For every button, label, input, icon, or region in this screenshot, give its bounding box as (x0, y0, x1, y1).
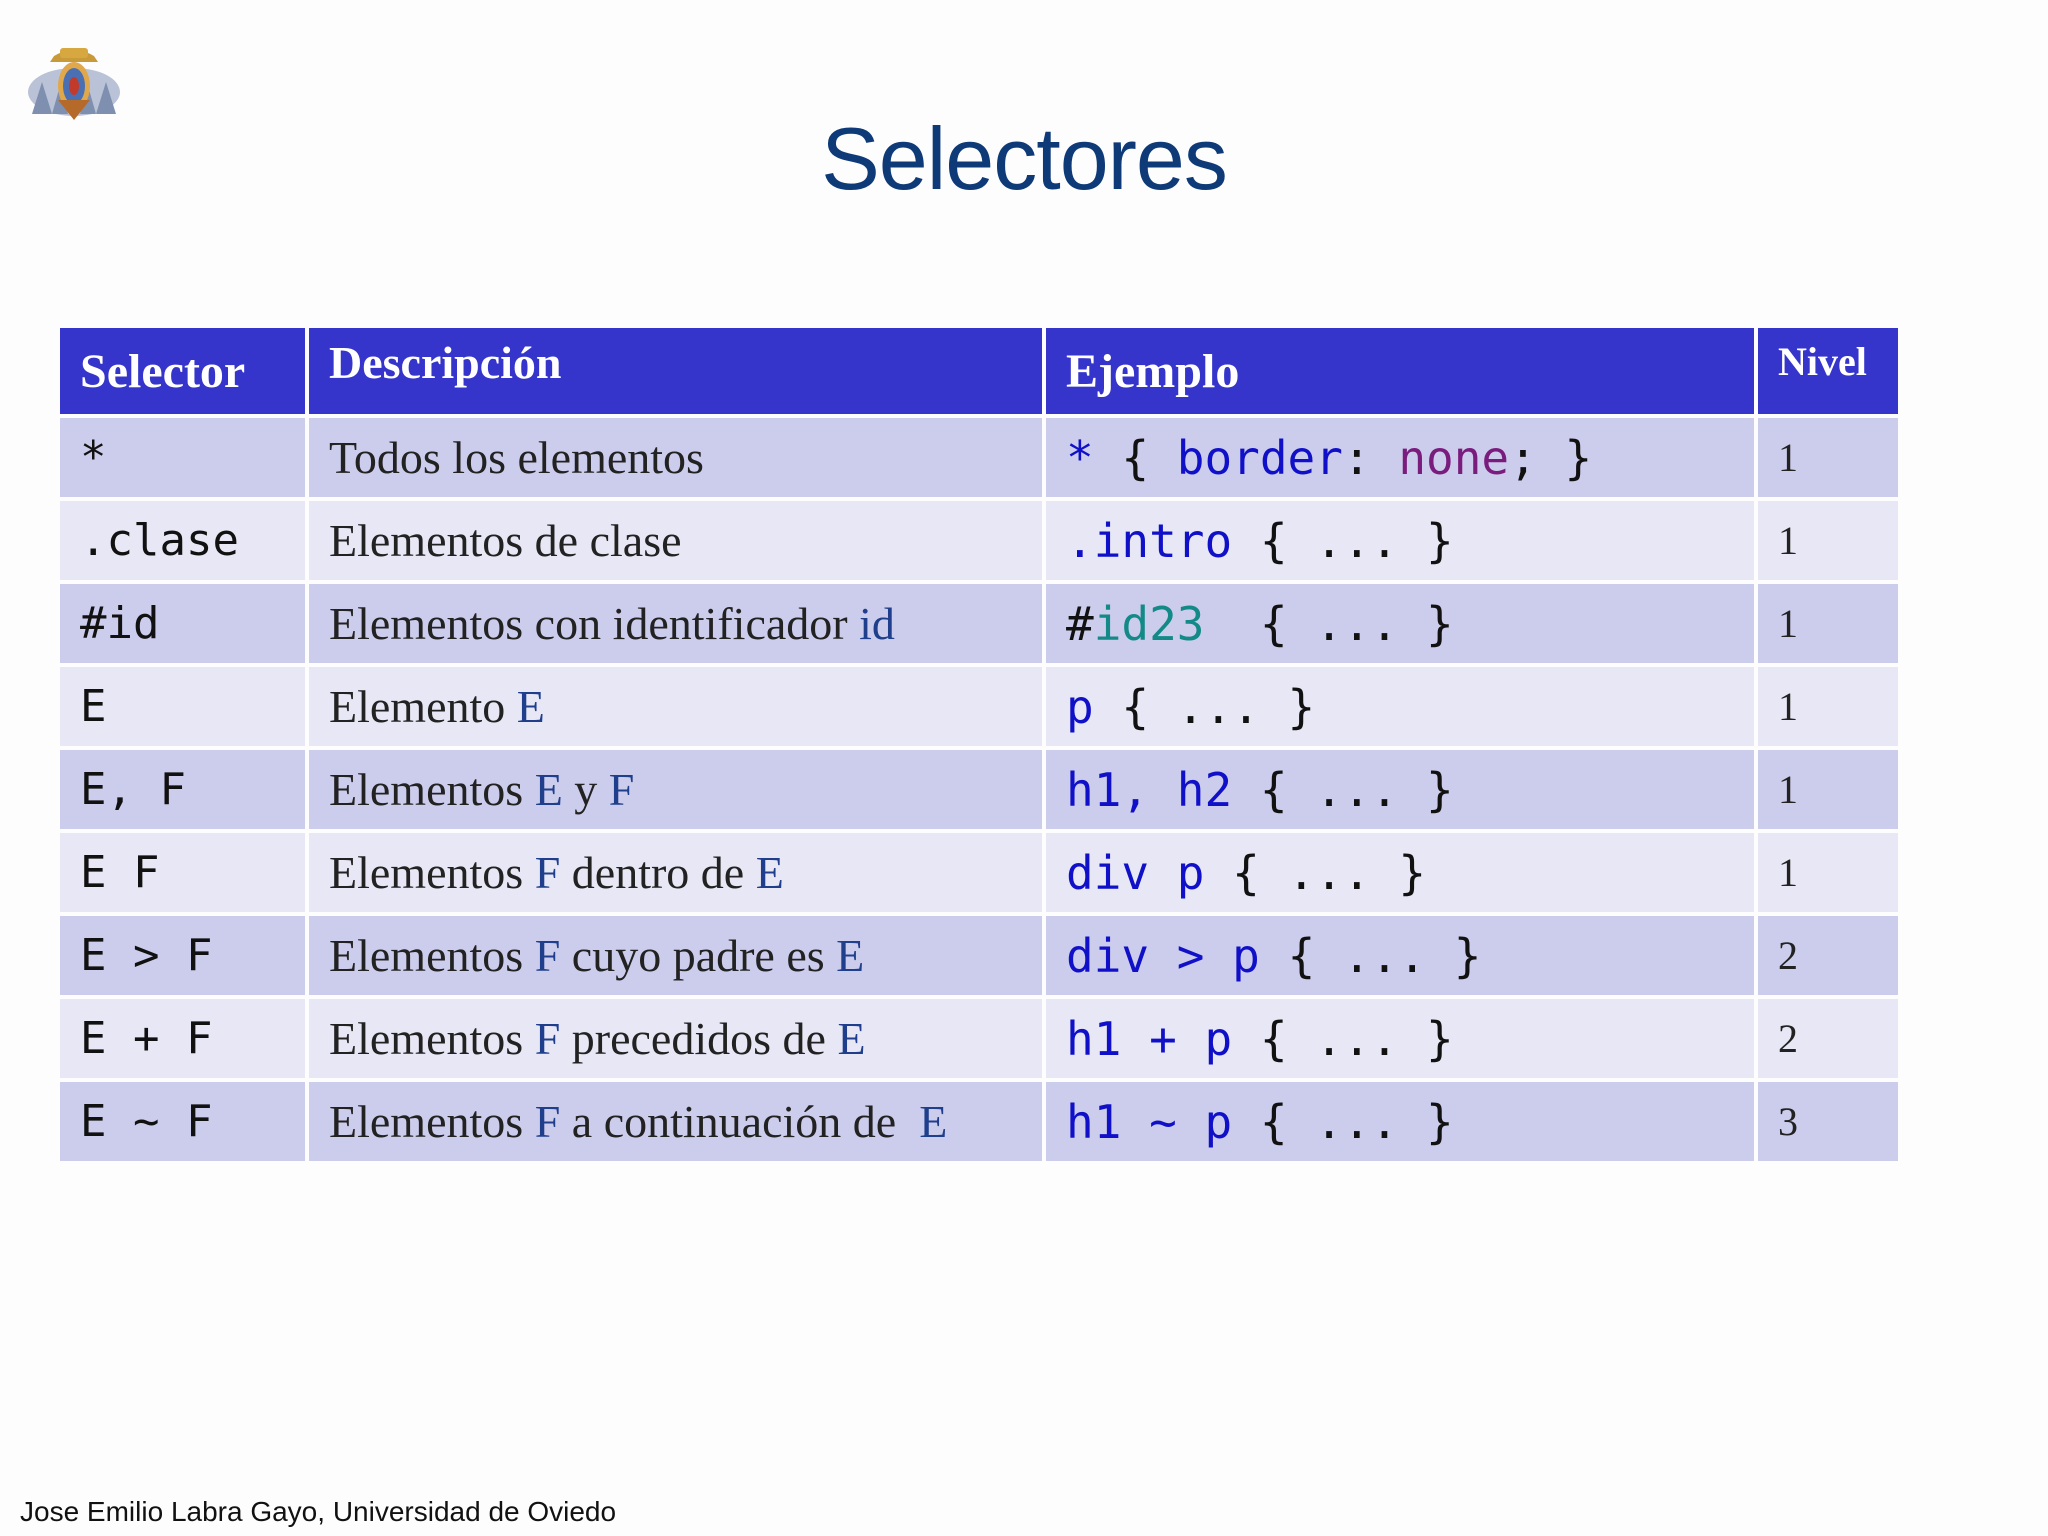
table-row (60, 833, 1898, 912)
description-text: a continuación de (560, 1096, 920, 1147)
example-code: * (1066, 430, 1122, 485)
description-text: Elementos (329, 930, 535, 981)
example-cell (1046, 501, 1754, 580)
level-cell: 1 (1758, 418, 1898, 497)
example-cell (1046, 999, 1754, 1078)
example-code: border (1176, 430, 1343, 485)
description-cell (309, 1082, 1042, 1161)
table-row (60, 418, 1898, 497)
example-cell (1046, 916, 1754, 995)
header-example: Ejemplo (1046, 328, 1754, 414)
example-code: div p (1066, 845, 1233, 900)
selectors-table (56, 324, 1902, 1165)
description-text: F (608, 764, 635, 815)
example-code: { ... } (1259, 762, 1454, 817)
description-text: E (755, 847, 784, 898)
level-cell: 2 (1758, 916, 1898, 995)
selector-cell: E ~ F (60, 1082, 305, 1161)
description-text: id (859, 598, 895, 649)
example-cell (1046, 584, 1754, 663)
header-level: Nivel (1758, 328, 1898, 414)
description-text: Elementos de clase (329, 515, 682, 566)
example-code: { (1121, 430, 1177, 485)
table-row (60, 584, 1898, 663)
example-code: .intro (1066, 513, 1260, 568)
level-cell: 1 (1758, 667, 1898, 746)
level-cell: 1 (1758, 584, 1898, 663)
level-cell: 1 (1758, 750, 1898, 829)
description-cell (309, 999, 1042, 1078)
example-code: id23 (1093, 596, 1205, 651)
level-cell: 2 (1758, 999, 1898, 1078)
example-code: # (1066, 596, 1094, 651)
level-cell: 3 (1758, 1082, 1898, 1161)
example-code: { ... } (1259, 1094, 1454, 1149)
slide-title: Selectores (821, 109, 1227, 208)
example-code: { ... } (1121, 679, 1316, 734)
example-cell (1046, 750, 1754, 829)
description-text: Todos los elementos (329, 432, 704, 483)
example-cell (1046, 418, 1754, 497)
description-text: F (534, 847, 561, 898)
description-text: E (534, 764, 563, 815)
description-cell (309, 418, 1042, 497)
example-code: none (1398, 430, 1510, 485)
selector-cell: #id (60, 584, 305, 663)
example-code: div > p (1066, 928, 1288, 983)
example-code: { ... } (1259, 513, 1454, 568)
description-cell (309, 501, 1042, 580)
example-code: h1 + p (1066, 1011, 1260, 1066)
table-row (60, 916, 1898, 995)
description-text: F (534, 1096, 561, 1147)
description-text: E (516, 681, 545, 732)
description-text: E (836, 930, 865, 981)
table-row (60, 501, 1898, 580)
header-selector: Selector (60, 328, 305, 414)
description-text: E (919, 1096, 948, 1147)
description-text: F (534, 930, 561, 981)
level-cell: 1 (1758, 833, 1898, 912)
selector-cell: * (60, 418, 305, 497)
selector-cell: E > F (60, 916, 305, 995)
table-row (60, 999, 1898, 1078)
description-text: Elementos (329, 1013, 535, 1064)
example-code: ; } (1509, 430, 1593, 485)
example-code: p (1066, 679, 1122, 734)
description-text: cuyo padre es (560, 930, 837, 981)
example-cell (1046, 1082, 1754, 1161)
selector-cell: E + F (60, 999, 305, 1078)
description-text: Elementos (329, 847, 535, 898)
description-text: E (837, 1013, 866, 1064)
selector-cell: E F (60, 833, 305, 912)
example-cell (1046, 833, 1754, 912)
selector-cell: E, F (60, 750, 305, 829)
description-text: Elementos (329, 764, 535, 815)
example-code: { ... } (1232, 845, 1427, 900)
slide-footer: Jose Emilio Labra Gayo, Universidad de Oviedo (20, 1496, 617, 1527)
example-code: { ... } (1287, 928, 1482, 983)
example-code: h1, h2 (1066, 762, 1260, 817)
table-row (60, 667, 1898, 746)
description-cell (309, 916, 1042, 995)
description-text: Elementos (329, 1096, 535, 1147)
selector-cell: E (60, 667, 305, 746)
description-cell (309, 584, 1042, 663)
table-row (60, 750, 1898, 829)
selector-cell: .clase (60, 501, 305, 580)
description-text: dentro de (560, 847, 756, 898)
description-cell (309, 750, 1042, 829)
description-text: Elemento (329, 681, 517, 732)
example-code: { ... } (1259, 1011, 1454, 1066)
example-code: h1 ~ p (1066, 1094, 1260, 1149)
level-cell: 1 (1758, 501, 1898, 580)
example-code: : (1342, 430, 1399, 485)
description-cell (309, 667, 1042, 746)
table-row (60, 1082, 1898, 1161)
table-header-row (60, 328, 1898, 414)
description-text: Elementos con identificador (329, 598, 860, 649)
description-cell (309, 833, 1042, 912)
example-cell (1046, 667, 1754, 746)
description-text: precedidos de (560, 1013, 838, 1064)
description-text: y (562, 764, 609, 815)
description-text: F (534, 1013, 561, 1064)
header-description: Descripción (309, 328, 1042, 414)
example-code: { ... } (1204, 596, 1454, 651)
